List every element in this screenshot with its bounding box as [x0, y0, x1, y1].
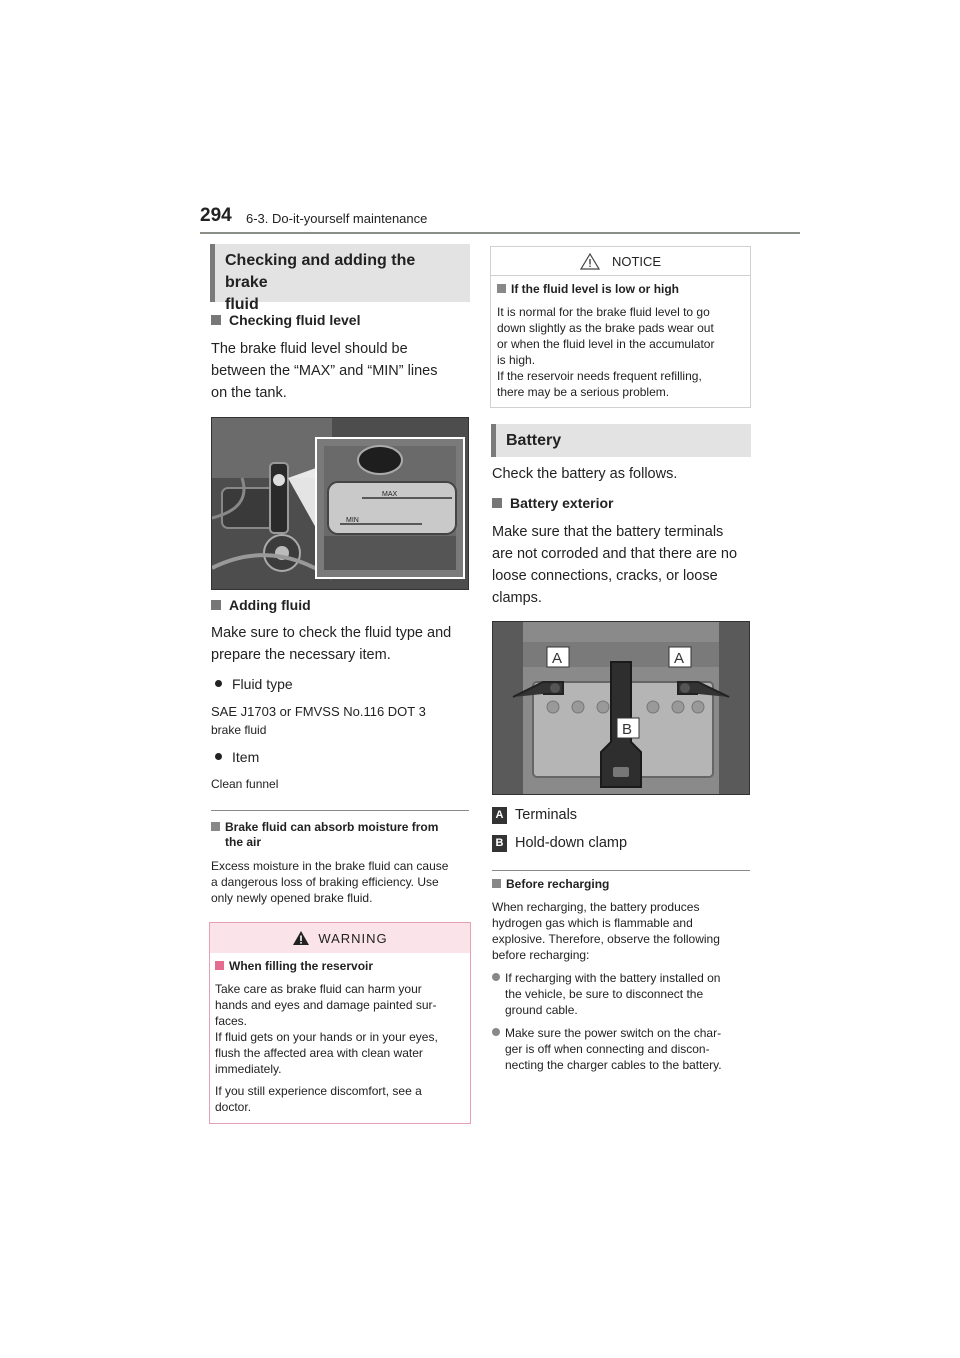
- square-bullet-icon: [211, 600, 221, 610]
- subhead-adding-fluid: Adding fluid: [211, 597, 311, 613]
- moisture-note-head: Brake fluid can absorb moisture from the air: [211, 820, 438, 850]
- min-label: MIN: [346, 517, 359, 524]
- bullet-icon: [492, 1028, 500, 1036]
- warning-para-2: If you still experience discomfort, see a doctor.: [215, 1084, 422, 1114]
- battery-intro: Check the battery as follows.: [492, 466, 678, 482]
- notice-box: [490, 246, 751, 408]
- battery-exterior-body: Make sure that the battery terminals are not corroded and that there are no loose connections, cracks, or loose clamps.: [492, 524, 738, 606]
- notice-head: If the fluid level is low or high: [497, 282, 679, 297]
- fluid-type-bullet: Fluid type: [211, 676, 293, 692]
- tag-b-badge: B: [492, 835, 507, 852]
- battery-illustration: [493, 622, 749, 794]
- warning-para-1: Take care as brake fluid can harm your hands and eyes and damage painted sur- faces. If fluid gets on your hands or in your eyes, flush the affected area with clean water immediately.: [215, 982, 438, 1076]
- recharge-body: When recharging, the battery produces hydrogen gas which is flammable and explosive. Therefore, observe the following before recharging:: [492, 900, 720, 962]
- item-value: Clean funnel: [211, 777, 279, 791]
- checking-body: The brake fluid level should be between the “MAX” and “MIN” lines on the tank.: [211, 341, 438, 401]
- recharge-head: Before recharging: [492, 877, 609, 892]
- notice-title-bar: NOTICE: [491, 247, 750, 276]
- notice-body: It is normal for the brake fluid level to go down slightly as the brake pads wear out or when the fluid level in the accumulator is high. If the reservoir needs frequent refilling, there may be a serious problem.: [497, 305, 715, 399]
- legend-label: Hold-down clamp: [515, 835, 628, 851]
- item-bullet: Item: [211, 749, 259, 765]
- legend-item-hold-down-clamp: [492, 832, 627, 854]
- subhead-checking-fluid: Checking fluid level: [211, 312, 360, 328]
- moisture-note-body: Excess moisture in the brake fluid can cause a dangerous loss of braking efficiency. Use only newly opened brake fluid.: [211, 859, 449, 905]
- warning-box: [209, 922, 471, 1124]
- battery-image: [492, 621, 750, 795]
- warning-head: When filling the reservoir: [215, 959, 373, 974]
- square-bullet-icon: [492, 879, 501, 888]
- warning-triangle-icon: [292, 930, 310, 946]
- bullet-icon: [215, 680, 222, 687]
- square-bullet-icon: [497, 284, 506, 293]
- legend-item-terminals: [492, 804, 577, 826]
- callout-a-right: A: [674, 650, 685, 667]
- header-divider: [200, 232, 800, 234]
- page-number: 294: [200, 205, 232, 226]
- recharge-bullet-1: If recharging with the battery installed on the vehicle, be sure to disconnect the ground cable.: [492, 970, 754, 1018]
- callout-a-left: A: [552, 650, 563, 667]
- max-label: MAX: [382, 491, 398, 498]
- square-bullet-icon: [211, 315, 221, 325]
- bullet-icon: [215, 753, 222, 760]
- warning-title-bar: WARNING: [210, 923, 470, 953]
- fluid-type-value: SAE J1703 or FMVSS No.116 DOT 3 brake fluid: [211, 704, 426, 737]
- recharge-divider: [492, 870, 750, 871]
- recharge-bullet-2: Make sure the power switch on the char- ger is off when connecting and discon- necting the charger cables to the battery.: [492, 1025, 754, 1073]
- chapter-title: 6-3. Do-it-yourself maintenance: [246, 211, 428, 226]
- square-bullet-icon: [215, 961, 224, 970]
- bullet-icon: [492, 973, 500, 981]
- subhead-battery-exterior: Battery exterior: [492, 495, 614, 511]
- section-title-brake-fluid: Checking and adding the brake fluid: [210, 244, 470, 302]
- tag-a-badge: A: [492, 807, 507, 824]
- section-title-battery: Battery: [491, 424, 751, 457]
- adding-body: Make sure to check the fluid type and prepare the necessary item.: [211, 625, 452, 663]
- brake-fluid-reservoir-image: [211, 417, 469, 590]
- callout-b: B: [622, 721, 633, 738]
- caution-triangle-icon: [580, 253, 600, 270]
- square-bullet-icon: [211, 822, 220, 831]
- note-divider: [211, 810, 469, 811]
- legend-label: Terminals: [515, 807, 578, 823]
- engine-bay-illustration: [212, 418, 468, 589]
- square-bullet-icon: [492, 498, 502, 508]
